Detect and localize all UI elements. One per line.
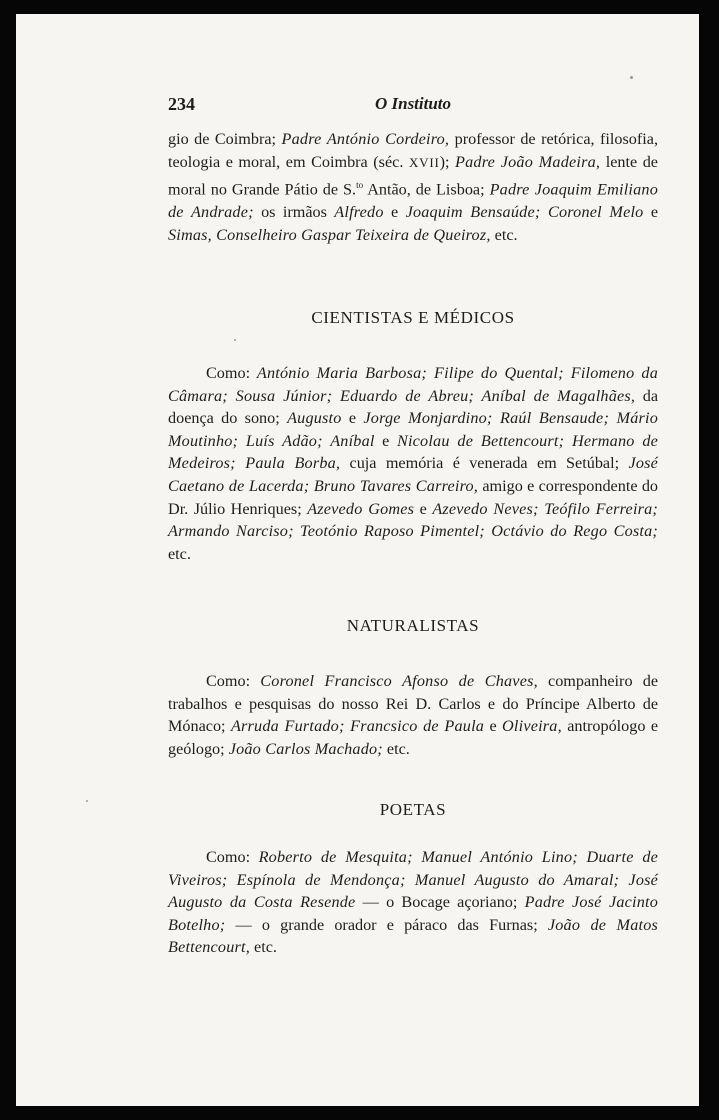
name-run: António Maria Barbosa; Filipe do Quental; Filomeno da Câmara; Sousa Júnior; Eduardo de Abreu; Aníbal de Magalhães, (168, 364, 658, 405)
name-run: Padre Joaquim Emiliano de Andrade; (168, 180, 659, 222)
text-run: e (419, 499, 427, 518)
text-run: lente de moral no Grande Pátio de S. (168, 152, 658, 199)
name-run: Padre José Jacinto Botelho; (168, 893, 659, 934)
name-run: Padre António Cordeiro, (281, 130, 450, 148)
century-numeral: XVII (408, 154, 440, 170)
name-run: Azevedo Gomes (307, 499, 415, 518)
name-run: Azevedo Neves; Teófilo Ferreira; Armando Narciso; Teotónio Raposo Pimentel; Octávio do Rego Costa; (168, 499, 659, 541)
text-run: antropólogo e geólogo; (168, 717, 659, 758)
text-run: — o grande orador e páraco das Furnas; (235, 915, 538, 934)
text-run: companheiro de trabalhos e pesquisas do nosso Rei D. Carlos e do Príncipe Alberto de Mónaco; (168, 672, 659, 736)
section-heading-cientistas: CIENTISTAS E MÉDICOS (311, 308, 515, 327)
name-run: José Caetano de Lacerda; Bruno Tavares Carreiro, (168, 454, 659, 495)
text-run: amigo e correspondente do Dr. Júlio Henriques; (168, 476, 659, 518)
text-run: Antão, de Lisboa; (367, 180, 485, 199)
cientistas-paragraph (168, 362, 658, 565)
text-run: Como: (206, 848, 251, 866)
text-run: professor de retórica, filosofia, teologia e moral, em Coimbra (séc. (168, 130, 659, 171)
name-run: Joaquim Bensaúde; Coronel Melo (405, 203, 644, 222)
section-heading-poetas: POETAS (379, 800, 447, 819)
name-run: Simas, Conselheiro Gaspar Teixeira de Queiroz, (168, 225, 491, 244)
text-run: etc. (168, 544, 191, 563)
journal-title: O Instituto (374, 94, 452, 113)
intro-paragraph (168, 128, 658, 246)
text-run: — o Bocage açoriano; (362, 893, 518, 912)
text-run: cuja memória é venerada em Setúbal; (349, 454, 620, 473)
scan-speck (86, 800, 88, 802)
text-run: etc. (254, 938, 277, 957)
page-number: 234 (168, 94, 195, 114)
name-run: Arruda Furtado; Francsico de Paula (230, 717, 485, 736)
name-run: João de Matos Bettencourt, (168, 915, 658, 957)
name-run: Alfredo (334, 203, 384, 222)
name-run: Jorge Monjardino; Raúl Bensaude; Mário Moutinho; Luís Adão; Aníbal (168, 409, 659, 450)
name-run: Padre João Madeira, (455, 152, 601, 171)
name-run: Augusto (287, 409, 342, 428)
running-head (168, 94, 658, 120)
name-run: Nicolau de Bettencourt; Hermano de Medeiros; Paula Borba, (168, 431, 659, 473)
poetas-paragraph (168, 846, 658, 959)
text-run: etc. (386, 739, 410, 758)
text-run: e (489, 717, 497, 736)
text-run: e (348, 409, 357, 428)
name-run: João Carlos Machado; (228, 739, 383, 758)
section-heading-naturalistas: NATURALISTAS (346, 616, 480, 635)
scanned-page (16, 14, 699, 1106)
text-run: da doença do sono; (168, 386, 659, 428)
text-run: e (382, 431, 390, 450)
scan-speck (234, 339, 236, 341)
scan-speck (630, 76, 633, 79)
text-run: e (391, 203, 399, 222)
name-run: Roberto de Mesquita; Manuel António Lino; Duarte de Viveiros; Espínola de Mendonça; Manuel Augusto do Amaral; José Augusto da Costa Resende (168, 848, 659, 912)
name-run: Coronel Francisco Afonso de Chaves, (260, 672, 538, 690)
text-run: os irmãos (261, 203, 327, 222)
superscript-abbrev: to (356, 180, 364, 191)
text-run: Como: (206, 364, 251, 382)
text-run: etc. (494, 225, 518, 244)
text-run: ); (439, 152, 450, 171)
text-run: e (650, 203, 659, 222)
text-run: gio de Coimbra; (168, 130, 277, 148)
name-run: Oliveira, (502, 717, 562, 736)
naturalistas-paragraph (168, 670, 658, 760)
text-run: Como: (206, 672, 251, 690)
